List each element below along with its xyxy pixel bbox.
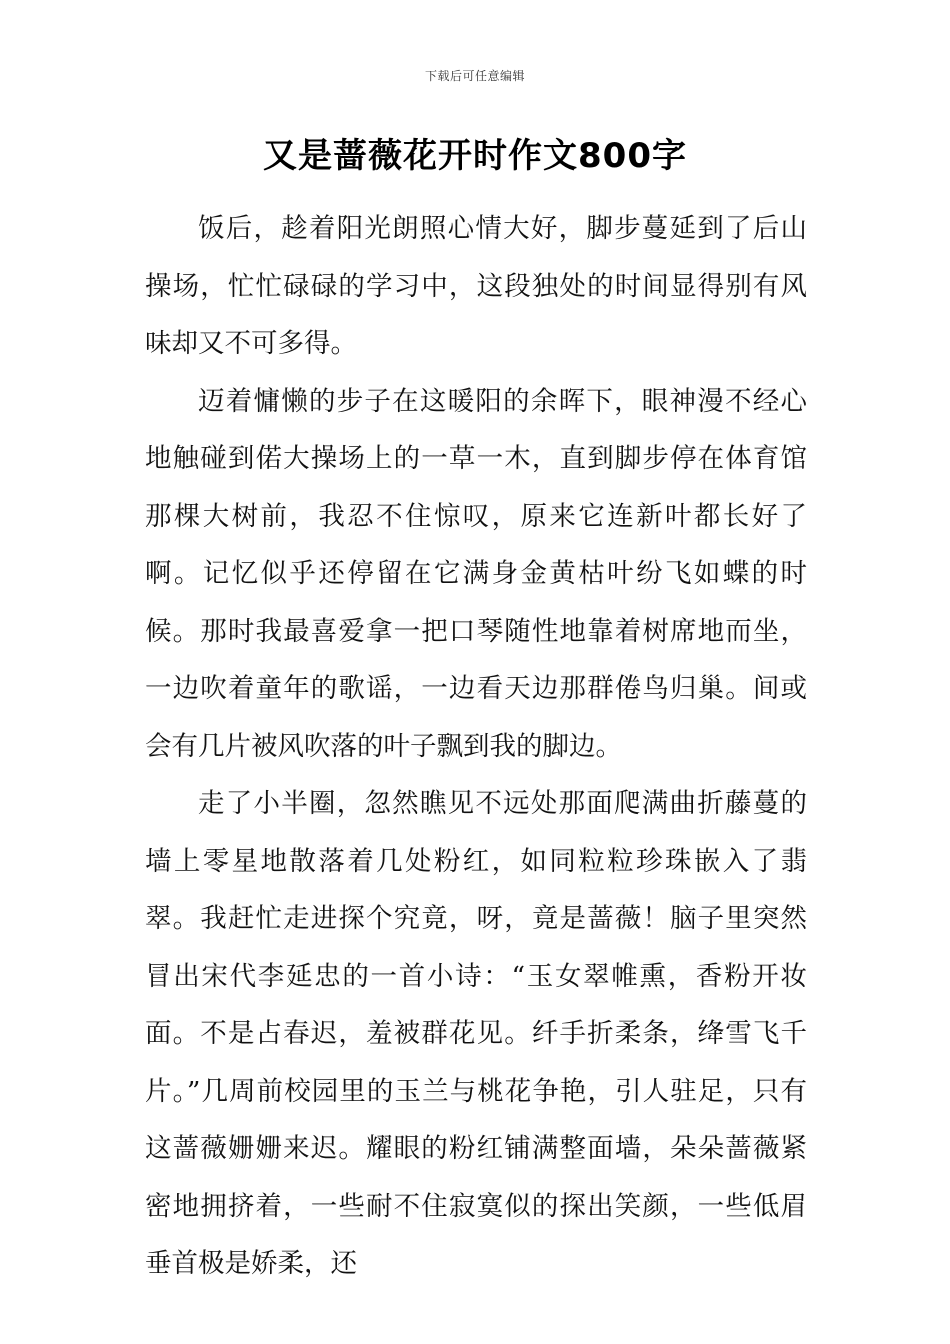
paragraph-1: 饭后，趁着阳光朗照心情大好，脚步蔓延到了后山操场，忙忙碌碌的学习中，这段独处的时间显得别有风味却又不可多得。 [145, 213, 807, 359]
paragraph-3: 走了小半圈，忽然瞧见不远处那面爬满曲折藤蔓的墙上零星地散落着几处粉红，如同粒粒珍珠嵌入了翡翠。我赶忙走进探个究竟，呀，竟是蔷薇！脑子里突然冒出宋代李延忠的一首小诗：“玉女翠帷熏，香粉开妆面。不是占春迟，羞被群花见。纤手折柔条，绛雪飞千片。”几周前校园里的玉兰与桃花争艳，引人驻足，只有这蔷薇姗姗来迟。耀眼的粉红铺满整面墙，朵朵蔷薇紧密地拥挤着，一些耐不住寂寞似的探出笑颜，一些低眉垂首极是娇柔，还 [145, 788, 807, 1279]
page-title: 又是蔷薇花开时作文800字 [263, 136, 687, 176]
header-note: 下载后可任意编辑 [424, 69, 525, 83]
article-body [145, 200, 807, 1293]
paragraph-2: 迈着慵懒的步子在这暖阳的余晖下，眼神漫不经心地触碰到偌大操场上的一草一木，直到脚步停在体育馆那棵大树前，我忍不住惊叹，原来它连新叶都长好了啊。记忆似乎还停留在它满身金黄枯叶纷飞如蝶的时候。那时我最喜爱拿一把口琴随性地靠着树席地而坐，一边吹着童年的歌谣，一边看天边那群倦鸟归巢。间或会有几片被风吹落的叶子飘到我的脚边。 [145, 385, 807, 762]
